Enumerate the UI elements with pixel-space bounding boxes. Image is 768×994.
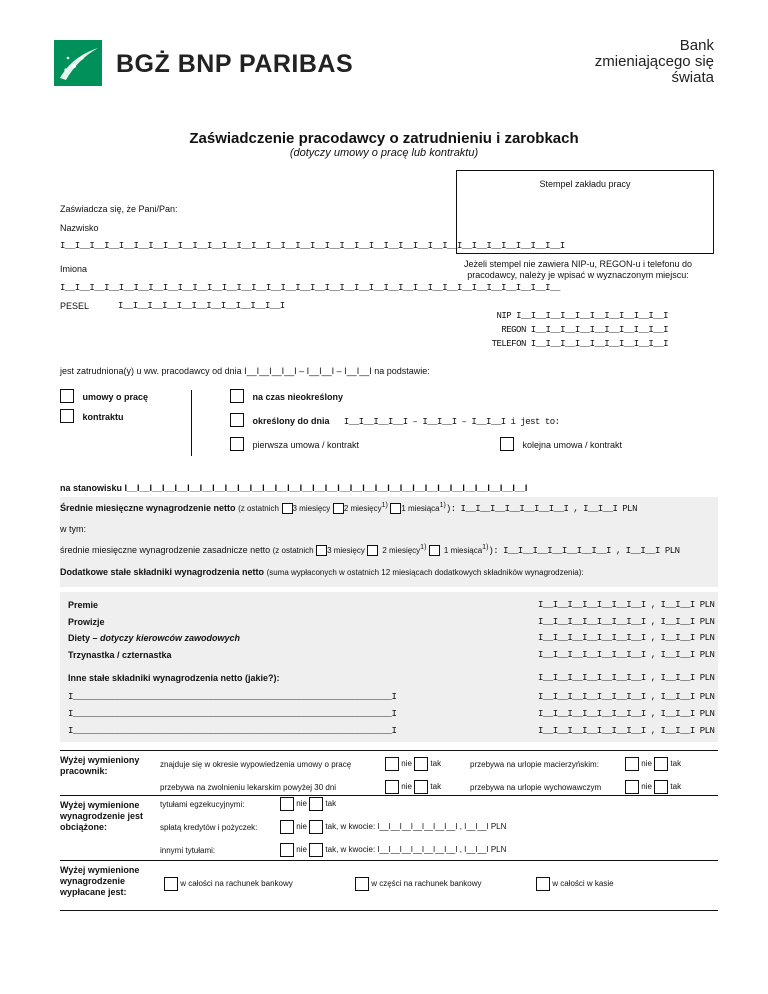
extra-components-heading: Dodatkowe stałe składniki wynagrodzenia netto (suma wypłaconych w ostatnich 12 miesiącach dodatkowych składników wynagrodzenia): xyxy=(60,567,584,577)
checkbox-icon[interactable] xyxy=(385,757,399,771)
other-titles-label: innymi tytułami: xyxy=(160,846,216,855)
checkbox-icon[interactable] xyxy=(367,545,378,556)
sick-label: przebywa na zwolnieniu lekarskim powyżej 30 dni xyxy=(160,783,337,792)
indefinite-option[interactable]: na czas nieokreślony xyxy=(230,387,343,405)
names-field[interactable]: I__I__I__I__I__I__I__I__I__I__I__I__I__I__I__I__I__I__I__I__I__I__I__I__I__I__I__I__I__I__I__I__I__I__ xyxy=(60,283,560,293)
checkbox-icon[interactable] xyxy=(429,545,440,556)
enforcement-label: tytułami egzekucyjnymi: xyxy=(160,800,245,809)
checkbox-icon[interactable] xyxy=(280,843,294,857)
checkbox-icon[interactable] xyxy=(654,757,668,771)
checkbox-icon[interactable] xyxy=(282,503,293,514)
trzynastka-label: Trzynastka / czternastka xyxy=(68,650,172,660)
next-contract-option[interactable]: kolejna umowa / kontrakt xyxy=(500,435,622,453)
nip-field[interactable]: NIP I__I__I__I__I__I__I__I__I__I__I xyxy=(496,311,668,321)
diety-label: Diety – dotyczy kierowców zawodowych xyxy=(68,633,241,643)
diety-amount[interactable]: I__I__I__I__I__I__I__I , I__I__I PLN xyxy=(538,633,715,643)
checkbox-icon[interactable] xyxy=(414,780,428,794)
wtym-label: w tym: xyxy=(60,524,86,534)
other-components-label: Inne stałe składniki wynagrodzenia netto (jakie?): xyxy=(68,673,280,683)
premie-amount[interactable]: I__I__I__I__I__I__I__I , I__I__I PLN xyxy=(538,600,715,610)
notice-options[interactable]: nie tak xyxy=(385,757,441,771)
divider xyxy=(60,795,718,796)
prowizje-amount[interactable]: I__I__I__I__I__I__I__I , I__I__I PLN xyxy=(538,617,715,627)
checkbox-icon[interactable] xyxy=(536,877,550,891)
page-subtitle: (dotyczy umowy o pracę lub kontraktu) xyxy=(289,147,479,159)
other-line-2[interactable]: I_________________________________________________________________I xyxy=(68,709,397,719)
surname-label: Nazwisko xyxy=(60,223,99,233)
maternity-label: przebywa na urlopie macierzyńskim: xyxy=(470,760,599,769)
telefon-field[interactable]: TELEFON I__I__I__I__I__I__I__I__I__I xyxy=(491,339,668,349)
sick-options[interactable]: nie tak xyxy=(385,780,441,794)
checkbox-icon[interactable] xyxy=(60,389,74,403)
checkbox-icon[interactable] xyxy=(355,877,369,891)
checkbox-icon[interactable] xyxy=(230,389,244,403)
divider xyxy=(60,910,718,911)
surname-field[interactable]: I__I__I__I__I__I__I__I__I__I__I__I__I__I__I__I__I__I__I__I__I__I__I__I__I__I__I__I__I__I__I__I__I__I__I xyxy=(60,241,565,251)
components-table xyxy=(60,592,718,742)
intro-text: Zaświadcza się, że Pani/Pan: xyxy=(60,204,178,214)
paid-option-partial-account[interactable]: w części na rachunek bankowy xyxy=(355,877,482,891)
checkbox-icon[interactable] xyxy=(625,780,639,794)
premie-label: Premie xyxy=(68,600,99,610)
paid-option-full-account[interactable]: w całości na rachunek bankowy xyxy=(164,877,293,891)
trzynastka-amount[interactable]: I__I__I__I__I__I__I__I , I__I__I PLN xyxy=(538,650,715,660)
checkbox-icon[interactable] xyxy=(414,757,428,771)
checkbox-icon[interactable] xyxy=(60,409,74,423)
loans-options[interactable]: nie tak, w kwocie: I__I__I__I__I__I__I__I , I__I__I PLN xyxy=(280,820,506,834)
burden-label: Wyżej wymienione wynagrodzenie jest obciążone: xyxy=(60,800,144,832)
base-salary-row: średnie miesięczne wynagrodzenie zasadnicze netto (z ostatnich 3 miesięcy 2 miesięcy$^{1)}$ 1 miesiąca$^{1)}$): I__I__I__I__I__I__I__I , I__I__I PLN xyxy=(60,544,680,556)
notice-label: znajduje się w okresie wypowiedzenia umowy o pracę xyxy=(160,760,352,769)
divider xyxy=(60,750,718,751)
contract-divider xyxy=(191,390,192,456)
parental-label: przebywa na urlopie wychowawczym xyxy=(470,783,602,792)
checkbox-icon[interactable] xyxy=(625,757,639,771)
loans-label: spłatą kredytów i pożyczek: xyxy=(160,823,258,832)
paid-label: Wyżej wymienione wynagrodzenie wypłacane jest: xyxy=(60,865,140,897)
stars-logo-icon xyxy=(54,40,102,86)
enforcement-options[interactable]: nie tak xyxy=(280,797,336,811)
checkbox-icon[interactable] xyxy=(164,877,178,891)
other-amount-1[interactable]: I__I__I__I__I__I__I__I , I__I__I PLN xyxy=(538,692,715,702)
contract-uop-option[interactable]: umowy o pracę xyxy=(60,387,148,405)
checkbox-icon[interactable] xyxy=(230,437,244,451)
checkbox-icon[interactable] xyxy=(390,503,401,514)
checkbox-icon[interactable] xyxy=(333,503,344,514)
checkbox-icon[interactable] xyxy=(316,545,327,556)
checkbox-icon[interactable] xyxy=(280,797,294,811)
brand-name: BGŻ BNP PARIBAS xyxy=(116,50,354,78)
stamp-label: Stempel zakładu pracy xyxy=(539,179,631,189)
brand-tagline: Bank zmieniającego się świata xyxy=(594,37,714,86)
page-title: Zaświadczenie pracodawcy o zatrudnieniu i zarobkach xyxy=(189,130,579,147)
checkbox-icon[interactable] xyxy=(385,780,399,794)
avg-salary-row: Średnie miesięczne wynagrodzenie netto (z ostatnich 3 miesięcy 2 miesięcy$^{1)}$ 1 miesiąca$^{1)}$): I__I__I__I__I__I__I__I , I__I__I PLN xyxy=(60,502,637,514)
pesel-field[interactable]: I__I__I__I__I__I__I__I__I__I__I__I xyxy=(118,301,285,311)
brand-logo xyxy=(54,40,102,86)
other-amount-2[interactable]: I__I__I__I__I__I__I__I , I__I__I PLN xyxy=(538,709,715,719)
contract-kontrakt-option[interactable]: kontraktu xyxy=(60,407,123,425)
divider xyxy=(60,860,718,861)
position-field[interactable]: na stanowisku I__I__I__I__I__I__I__I__I__I__I__I__I__I__I__I__I__I__I__I__I__I__I__I__I__I__I__I__I__I__I__I__I xyxy=(60,483,528,493)
checkbox-icon[interactable] xyxy=(309,820,323,834)
names-label: Imiona xyxy=(60,264,88,274)
checkbox-icon[interactable] xyxy=(309,843,323,857)
stamp-note: Jeżeli stempel nie zawiera NIP-u, REGON-u i telefonu do pracodawcy, należy je wpisać w wyznaczonym miejscu: xyxy=(463,259,693,280)
other-titles-options[interactable]: nie tak, w kwocie: I__I__I__I__I__I__I__I , I__I__I PLN xyxy=(280,843,506,857)
checkbox-icon[interactable] xyxy=(280,820,294,834)
checkbox-icon[interactable] xyxy=(500,437,514,451)
pesel-label: PESEL xyxy=(60,301,90,311)
regon-field[interactable]: REGON I__I__I__I__I__I__I__I__I__I xyxy=(501,325,668,335)
paid-option-cash[interactable]: w całości w kasie xyxy=(536,877,614,891)
other-line-1[interactable]: I_________________________________________________________________I xyxy=(68,692,397,702)
employment-since[interactable]: jest zatrudniona(y) u ww. pracodawcy od dnia I__I__I__I__I – I__I__I – I__I__I na podstawie: xyxy=(60,366,430,376)
maternity-options[interactable]: nie tak xyxy=(625,757,681,771)
other-amount-3[interactable]: I__I__I__I__I__I__I__I , I__I__I PLN xyxy=(538,726,715,736)
prowizje-label: Prowizje xyxy=(68,617,105,627)
other-line-3[interactable]: I_________________________________________________________________I xyxy=(68,726,397,736)
definite-option[interactable]: określony do dnia I__I__I__I__I – I__I__I – I__I__I i jest to: xyxy=(230,411,560,429)
parental-options[interactable]: nie tak xyxy=(625,780,681,794)
other-amount[interactable]: I__I__I__I__I__I__I__I , I__I__I PLN xyxy=(538,673,715,683)
worker-label: Wyżej wymieniony pracownik: xyxy=(60,755,140,776)
checkbox-icon[interactable] xyxy=(654,780,668,794)
checkbox-icon[interactable] xyxy=(309,797,323,811)
first-contract-option[interactable]: pierwsza umowa / kontrakt xyxy=(230,435,359,453)
checkbox-icon[interactable] xyxy=(230,413,244,427)
